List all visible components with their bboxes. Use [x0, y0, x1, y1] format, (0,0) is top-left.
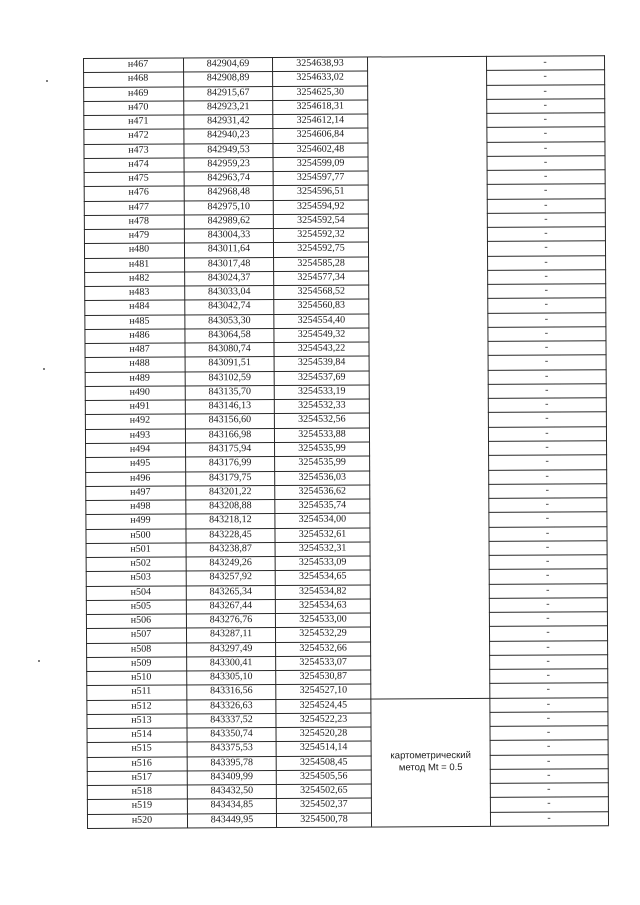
- point-id-cell: н472: [128, 129, 149, 142]
- coord-y-cell: 3254524,45: [299, 699, 348, 711]
- point-id-cell: н476: [128, 186, 149, 199]
- coord-y-cell: 3254633,02: [296, 71, 344, 84]
- coord-x-cell: 842959,23: [207, 157, 250, 170]
- error-value-cell: -: [543, 156, 548, 168]
- coord-x-cell: 843267,44: [209, 599, 253, 612]
- point-id-cell: н490: [129, 386, 150, 398]
- point-id-cell: н473: [128, 144, 149, 156]
- coord-x-cell: 842963,74: [207, 172, 250, 184]
- coord-x-cell: 843042,74: [208, 300, 251, 312]
- error-value-cell: -: [544, 341, 549, 353]
- coord-x-cell: 843238,87: [209, 542, 252, 555]
- coord-y-cell: 3254592,32: [297, 228, 345, 240]
- coord-y-cell: 3254514,14: [299, 742, 348, 754]
- coord-y-cell: 3254530,87: [299, 670, 348, 683]
- coord-y-cell: 3254537,69: [297, 371, 346, 383]
- point-id-cell: н503: [130, 571, 151, 584]
- point-id-cell: н467: [127, 58, 149, 70]
- error-value-cell: -: [543, 142, 548, 154]
- point-id-cell: н488: [129, 358, 150, 370]
- error-value-cell: -: [546, 741, 551, 753]
- error-value-cell: -: [546, 755, 551, 767]
- coord-y-cell: 3254535,99: [298, 442, 346, 454]
- error-value-cell: -: [545, 541, 550, 553]
- coord-y-cell: 3254533,88: [298, 428, 346, 440]
- point-id-cell: н485: [129, 315, 150, 327]
- coord-y-cell: 3254532,61: [298, 528, 347, 540]
- coord-y-cell: 3254533,19: [297, 385, 346, 397]
- coord-x-cell: 843249,26: [209, 557, 252, 569]
- error-value-cell: -: [544, 284, 548, 296]
- coord-y-cell: 3254520,28: [299, 727, 348, 740]
- error-value-cell: -: [543, 113, 548, 125]
- coord-x-cell: 843434,85: [210, 799, 254, 811]
- coord-x-cell: 843449,95: [210, 813, 254, 826]
- error-value-cell: -: [545, 398, 549, 410]
- scan-speck: [46, 80, 48, 82]
- point-id-cell: н479: [128, 229, 150, 241]
- error-value-cell: -: [544, 227, 548, 239]
- coord-y-cell: 3254535,99: [298, 456, 346, 469]
- coord-x-cell: 843135,70: [208, 386, 252, 398]
- error-value-cell: -: [543, 170, 548, 182]
- point-id-cell: н478: [128, 215, 150, 227]
- error-value-cell: -: [546, 655, 550, 667]
- error-value-cell: -: [546, 584, 550, 596]
- coord-y-cell: 3254560,83: [297, 300, 346, 312]
- error-value-cell: -: [546, 641, 550, 653]
- coord-x-cell: 843091,51: [208, 357, 251, 369]
- error-value-cell: -: [543, 70, 547, 82]
- coord-y-cell: 3254568,52: [297, 285, 346, 298]
- coord-y-cell: 3254500,78: [300, 813, 348, 825]
- point-id-cell: н506: [130, 614, 152, 626]
- point-id-cell: н520: [131, 814, 153, 826]
- coord-x-cell: 843305,10: [209, 671, 253, 683]
- coord-x-cell: 843146,13: [208, 400, 252, 412]
- method-note-line2: метод Mt = 0.5: [398, 761, 463, 774]
- coord-y-cell: 3254534,00: [298, 513, 347, 526]
- error-value-cell: -: [544, 199, 548, 211]
- error-value-cell: -: [544, 213, 548, 225]
- point-id-cell: н498: [130, 500, 151, 512]
- point-id-cell: н481: [128, 258, 150, 270]
- coord-y-cell: 3254543,22: [297, 342, 346, 355]
- point-id-cell: н487: [129, 343, 150, 355]
- coord-y-cell: 3254505,56: [299, 770, 348, 782]
- coord-y-cell: 3254606,84: [296, 128, 345, 141]
- coordinates-table: [83, 55, 609, 828]
- method-note: [372, 750, 490, 775]
- coord-y-cell: 3254534,63: [299, 599, 347, 611]
- coord-x-cell: 843156,60: [208, 414, 252, 426]
- scan-speck: [38, 660, 40, 662]
- error-value-cell: -: [546, 612, 550, 624]
- error-value-cell: -: [545, 470, 549, 482]
- error-value-cell: -: [546, 569, 550, 581]
- error-value-cell: -: [545, 512, 550, 524]
- coord-x-cell: 843064,58: [208, 329, 251, 341]
- point-id-cell: н502: [130, 557, 151, 569]
- coord-y-cell: 3254554,40: [297, 314, 346, 326]
- point-id-cell: н499: [130, 514, 151, 527]
- point-id-cell: н492: [129, 415, 151, 427]
- point-id-cell: н482: [128, 272, 150, 284]
- coord-y-cell: 3254536,62: [298, 485, 347, 497]
- point-id-cell: н484: [129, 301, 150, 313]
- point-id-cell: н509: [130, 657, 152, 669]
- point-id-cell: н477: [128, 201, 149, 213]
- coord-x-cell: 842923,21: [206, 100, 250, 113]
- coord-y-cell: 3254532,31: [298, 542, 347, 554]
- error-value-cell: -: [547, 783, 551, 795]
- point-id-cell: н470: [128, 101, 149, 113]
- coord-x-cell: 843228,45: [209, 528, 252, 540]
- coord-x-cell: 843350,74: [210, 728, 253, 740]
- error-value-cell: -: [543, 85, 547, 97]
- coord-x-cell: 843287,11: [209, 628, 253, 640]
- coord-y-cell: 3254592,54: [297, 214, 345, 226]
- coord-x-cell: 843276,76: [209, 614, 253, 626]
- point-id-cell: н474: [128, 158, 149, 170]
- point-id-cell: н508: [130, 643, 152, 655]
- coord-x-cell: 843166,98: [208, 428, 252, 441]
- coord-y-cell: 3254549,32: [297, 328, 346, 340]
- coord-y-cell: 3254625,30: [296, 86, 344, 98]
- error-value-cell: -: [544, 370, 549, 382]
- coord-y-cell: 3254534,65: [298, 570, 347, 583]
- coord-x-cell: 843316,56: [210, 685, 253, 697]
- error-value-cell: -: [545, 498, 550, 510]
- error-value-cell: -: [545, 455, 549, 467]
- error-value-cell: -: [546, 712, 551, 724]
- coord-y-cell: 3254539,84: [297, 357, 346, 369]
- point-id-cell: н486: [129, 329, 150, 341]
- coord-x-cell: 843033,04: [207, 286, 251, 298]
- coord-x-cell: 843201,22: [208, 485, 252, 498]
- point-id-cell: н471: [128, 115, 149, 127]
- coord-x-cell: 843080,74: [208, 343, 251, 355]
- coord-x-cell: 843176,99: [208, 457, 252, 469]
- scan-speck: [43, 368, 45, 370]
- point-id-cell: н491: [129, 400, 151, 412]
- error-value-cell: -: [546, 669, 550, 681]
- coord-x-cell: 842989,62: [207, 214, 251, 227]
- coord-x-cell: 842968,48: [207, 186, 250, 198]
- point-id-cell: н514: [131, 728, 152, 740]
- coord-x-cell: 842908,89: [206, 72, 250, 84]
- coord-y-cell: 3254534,82: [299, 585, 347, 597]
- coord-y-cell: 3254522,23: [299, 713, 348, 725]
- point-id-cell: н483: [129, 286, 150, 298]
- point-id-cell: н497: [130, 486, 151, 498]
- point-id-cell: н496: [129, 472, 151, 484]
- coord-y-cell: 3254532,33: [298, 399, 346, 412]
- coord-y-cell: 3254599,09: [296, 157, 345, 169]
- coord-x-cell: 843432,50: [210, 785, 254, 797]
- point-id-cell: н495: [129, 457, 151, 470]
- error-value-cell: -: [544, 313, 549, 325]
- coord-y-cell: 3254535,74: [298, 499, 347, 511]
- coord-x-cell: 843011,64: [207, 243, 251, 255]
- error-value-cell: -: [544, 256, 548, 268]
- coord-x-cell: 843300,41: [209, 656, 253, 669]
- coord-y-cell: 3254502,37: [300, 799, 348, 811]
- point-id-cell: н515: [131, 743, 152, 755]
- point-id-cell: н493: [129, 429, 151, 441]
- point-id-cell: н512: [131, 700, 152, 712]
- coord-x-cell: 843102,59: [208, 371, 251, 384]
- coord-x-cell: 842915,67: [206, 86, 250, 98]
- coord-x-cell: 843179,75: [208, 471, 252, 483]
- error-value-cell: -: [545, 427, 549, 439]
- coord-y-cell: 3254527,10: [299, 685, 348, 697]
- error-value-cell: -: [547, 769, 551, 781]
- point-id-cell: н494: [129, 443, 151, 455]
- point-id-cell: н489: [129, 372, 150, 384]
- coord-y-cell: 3254532,66: [299, 642, 347, 654]
- coord-x-cell: 843409,99: [210, 771, 254, 783]
- error-value-cell: -: [544, 241, 548, 253]
- point-id-cell: н504: [130, 586, 151, 598]
- error-value-cell: -: [546, 726, 551, 738]
- point-id-cell: н513: [131, 714, 152, 726]
- coord-y-cell: 3254532,56: [298, 414, 346, 426]
- coord-x-cell: 843175,94: [208, 443, 252, 455]
- coord-y-cell: 3254533,09: [298, 556, 347, 568]
- coord-y-cell: 3254585,28: [297, 257, 345, 269]
- point-id-cell: н475: [128, 172, 149, 184]
- point-id-cell: н469: [127, 87, 149, 99]
- coord-y-cell: 3254502,65: [300, 784, 348, 797]
- coord-y-cell: 3254592,75: [297, 242, 345, 255]
- error-value-cell: -: [545, 413, 549, 425]
- point-id-cell: н505: [130, 600, 152, 612]
- error-value-cell: -: [546, 698, 551, 710]
- coord-x-cell: 843208,88: [209, 500, 252, 512]
- error-value-cell: -: [544, 298, 548, 310]
- error-value-cell: -: [544, 356, 549, 368]
- coord-x-cell: 843218,12: [209, 514, 252, 526]
- point-id-cell: н500: [130, 529, 151, 541]
- coord-y-cell: 3254594,92: [296, 200, 345, 212]
- error-value-cell: -: [543, 99, 547, 111]
- error-value-cell: -: [544, 270, 548, 282]
- coord-y-cell: 3254508,45: [299, 756, 348, 768]
- error-value-cell: -: [545, 555, 550, 567]
- method-note-line1: картометрический: [390, 749, 471, 762]
- coord-y-cell: 3254533,07: [299, 656, 347, 668]
- coord-x-cell: 842949,53: [207, 143, 250, 155]
- coord-y-cell: 3254577,34: [297, 271, 345, 283]
- coord-y-cell: 3254532,29: [299, 627, 347, 640]
- error-value-cell: -: [545, 484, 549, 496]
- point-id-cell: н517: [131, 771, 152, 783]
- coord-x-cell: 843017,48: [207, 257, 251, 269]
- coord-x-cell: 843375,53: [210, 742, 253, 754]
- point-id-cell: н518: [131, 785, 153, 797]
- coord-y-cell: 3254597,77: [296, 171, 345, 183]
- point-id-cell: н501: [130, 543, 151, 555]
- point-id-cell: н511: [131, 686, 152, 698]
- error-value-cell: -: [545, 384, 549, 396]
- coord-y-cell: 3254638,93: [296, 57, 344, 69]
- coord-x-cell: 843265,34: [209, 585, 253, 597]
- coord-x-cell: 842904,69: [206, 58, 250, 70]
- error-value-cell: -: [545, 527, 550, 539]
- error-value-cell: -: [545, 441, 549, 453]
- point-id-cell: н480: [128, 244, 150, 256]
- error-value-cell: -: [544, 327, 549, 339]
- error-value-cell: -: [543, 56, 547, 68]
- point-id-cell: н510: [131, 671, 152, 683]
- point-id-cell: н507: [130, 629, 152, 641]
- point-id-cell: н468: [127, 72, 149, 85]
- coord-x-cell: 843326,63: [210, 699, 253, 711]
- coord-x-cell: 843257,92: [209, 571, 252, 583]
- coord-y-cell: 3254533,00: [299, 613, 347, 625]
- coord-x-cell: 843395,78: [210, 756, 253, 769]
- error-value-cell: -: [546, 683, 551, 695]
- error-value-cell: -: [543, 127, 548, 139]
- coord-x-cell: 842975,10: [207, 200, 251, 212]
- coord-y-cell: 3254612,14: [296, 114, 345, 126]
- coord-x-cell: 843053,30: [208, 314, 251, 327]
- coord-x-cell: 843024,37: [207, 272, 251, 284]
- coord-y-cell: 3254536,03: [298, 471, 346, 483]
- error-value-cell: -: [547, 798, 551, 810]
- coord-y-cell: 3254596,51: [296, 185, 345, 198]
- coord-y-cell: 3254602,48: [296, 143, 345, 155]
- coord-x-cell: 842940,23: [207, 129, 250, 141]
- error-value-cell: -: [543, 184, 548, 196]
- coord-x-cell: 843337,52: [210, 714, 253, 726]
- coord-x-cell: 842931,42: [207, 115, 250, 127]
- error-value-cell: -: [547, 812, 551, 824]
- coord-x-cell: 843297,49: [209, 642, 253, 654]
- coord-y-cell: 3254618,31: [296, 100, 345, 112]
- point-id-cell: н519: [131, 800, 153, 812]
- error-value-cell: -: [546, 598, 550, 610]
- point-id-cell: н516: [131, 757, 152, 769]
- coord-x-cell: 843004,33: [207, 229, 251, 241]
- error-value-cell: -: [546, 626, 550, 638]
